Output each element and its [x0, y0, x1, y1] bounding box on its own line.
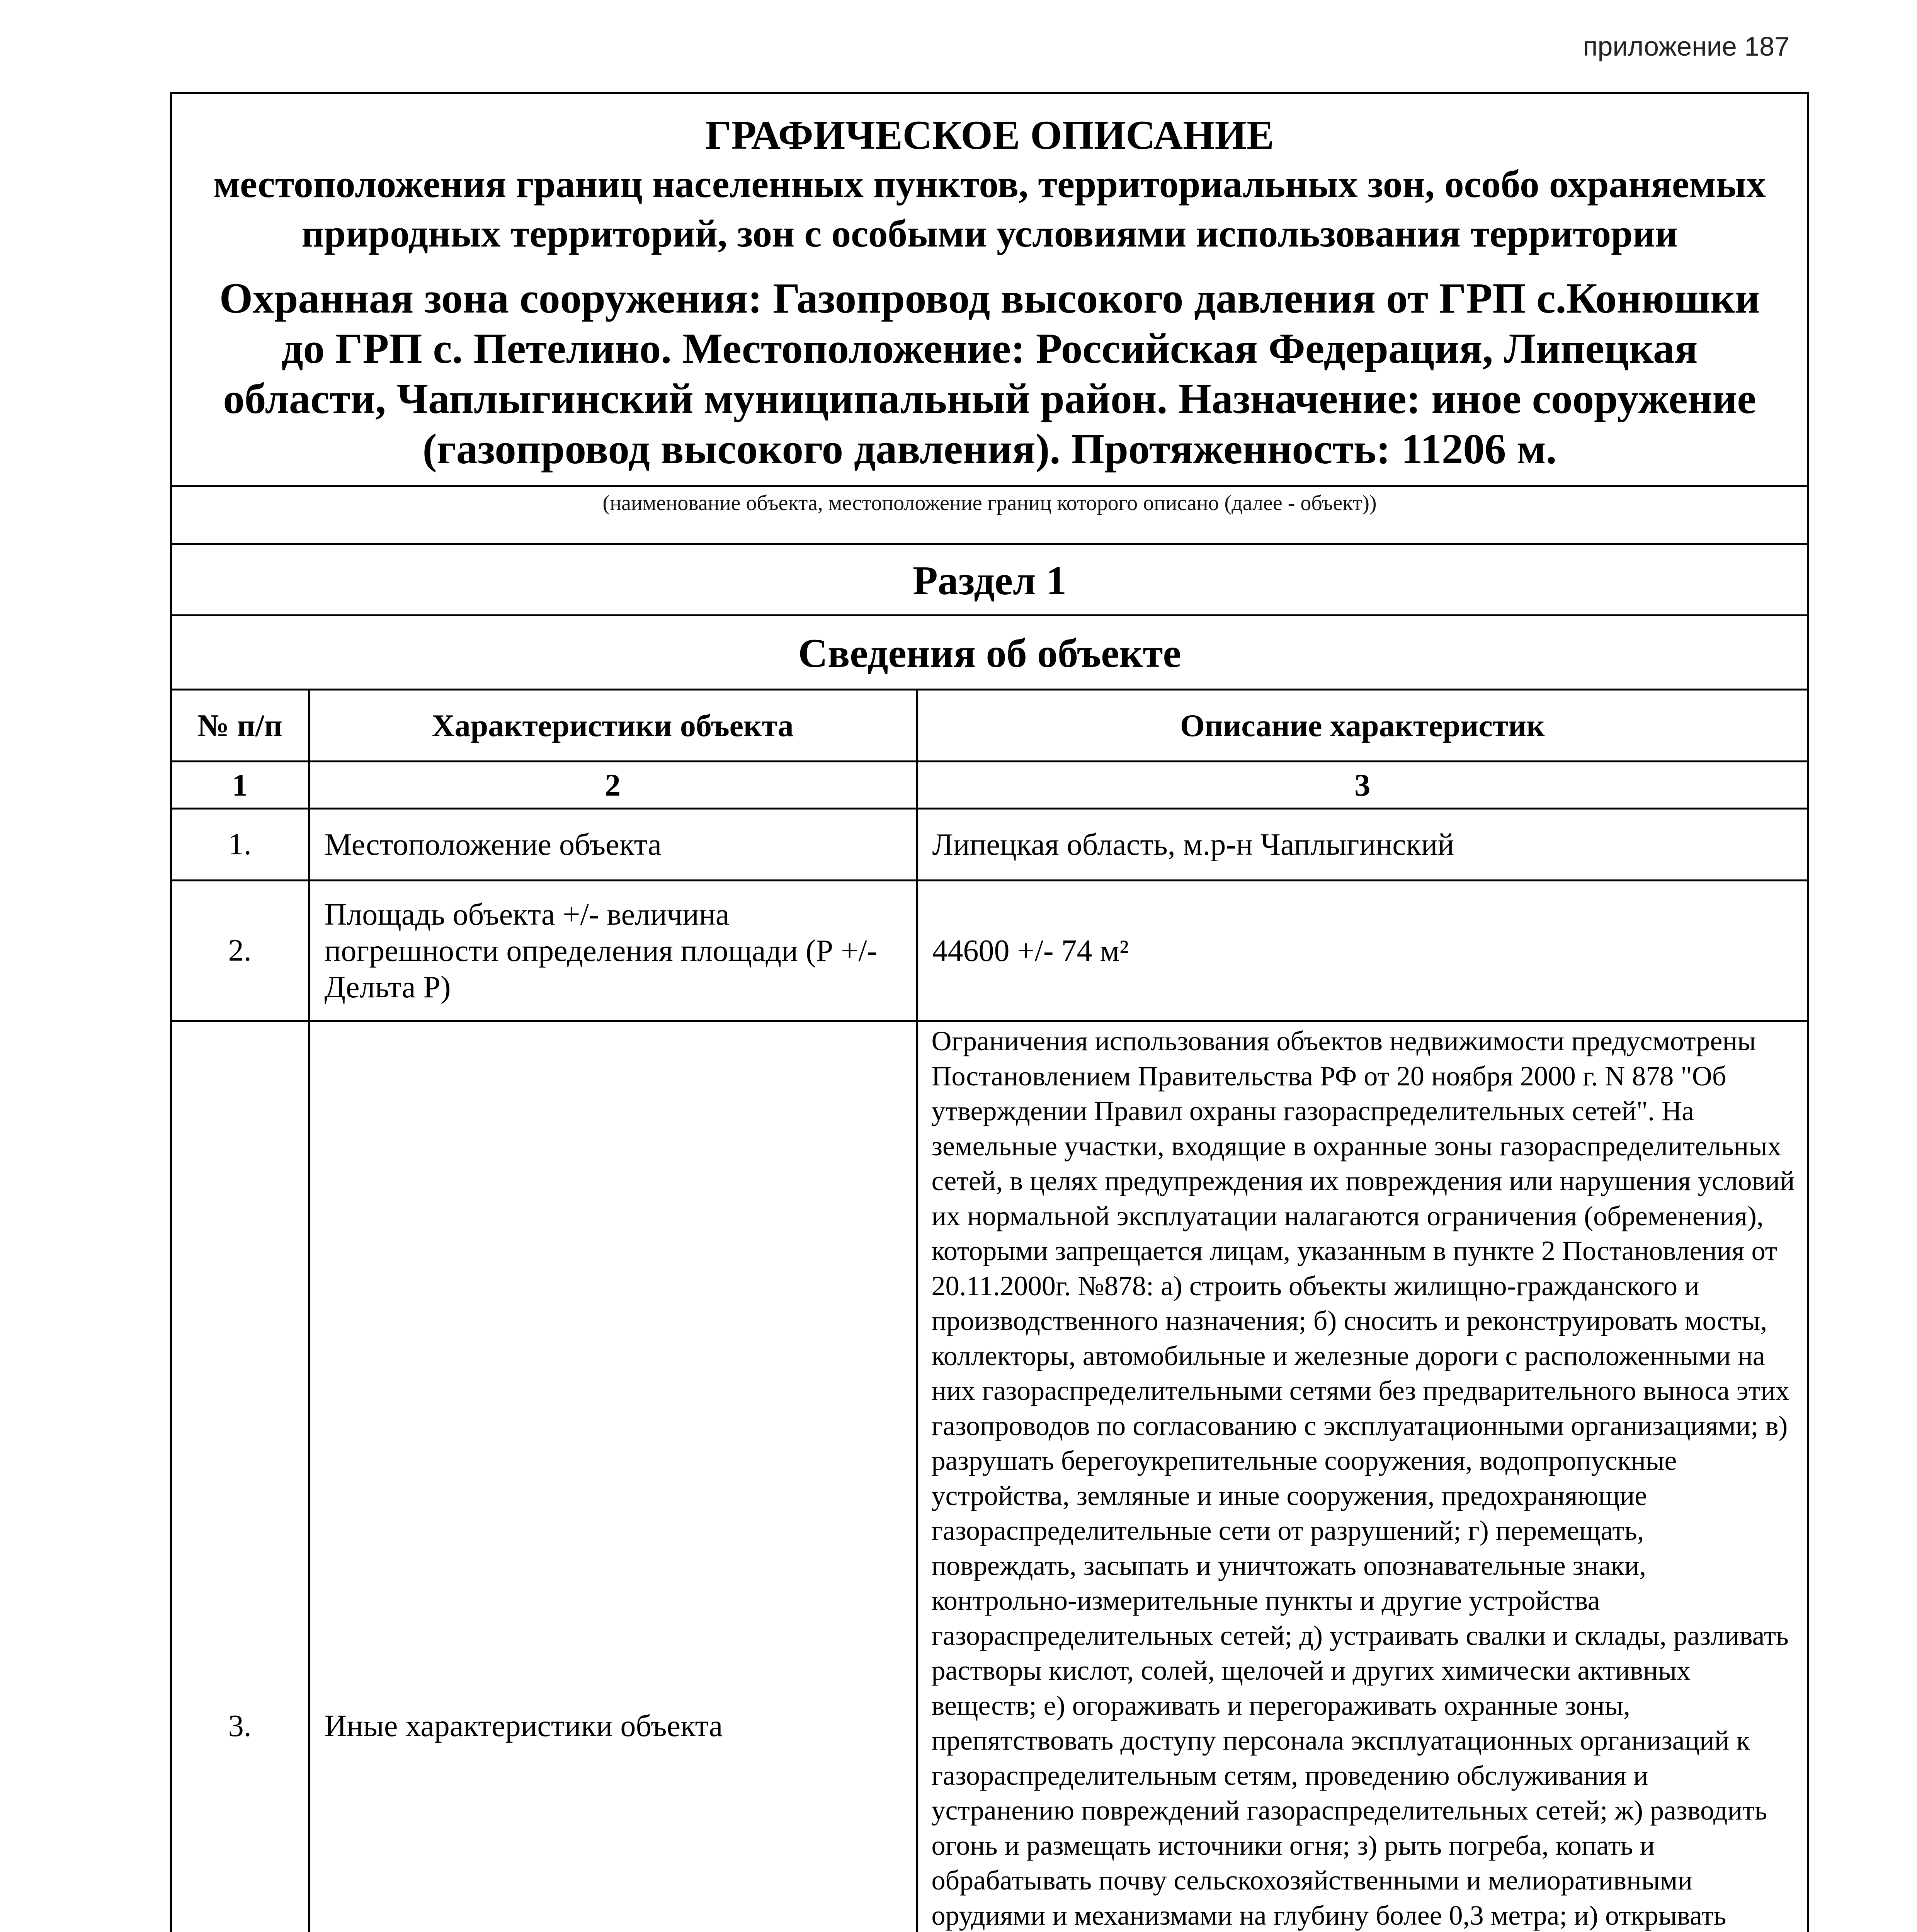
table-row	[172, 809, 1807, 881]
row-description: Липецкая область, м.р-н Чаплыгинский	[917, 809, 1807, 881]
row-number: 1.	[172, 809, 309, 881]
document-frame	[170, 92, 1809, 1932]
table-row	[172, 881, 1807, 1021]
row-description: Ограничения использования объектов недвижимости предусмотрены Постановлением Правительства РФ от 20 ноября 2000 г. N 878 "Об утверждении Правил охраны газораспределительных сетей". На земельные участки, входящие в охранные зоны газораспределительных сетей, в целях предупреждения их повреждения или нарушения условий их нормальной эксплуатации налагаются ограничения (обременения), которыми запрещается лицам, указанным в пункте 2 Постановления от 20.11.2000г. №878: а) строить объекты жилищно-гражданского и производственного назначения; б) сносить и реконструировать мосты, коллекторы, автомобильные и железные дороги с расположенными на них газораспределительными сетями без предварительного выноса этих газопроводов по согласованию с эксплуатационными организациями; в) разрушать берегоукрепительные сооружения, водопропускные устройства, земляные и иные сооружения, предохраняющие газораспределительные сети от разрушений; г) перемещать, повреждать, засыпать и уничтожать опознавательные знаки, контрольно-измерительные пункты и другие устройства газораспределительных сетей; д) устраивать свалки и склады, разливать растворы кислот, солей, щелочей и других химически активных веществ; е) огораживать и перегораживать охранные зоны, препятствовать доступу персонала эксплуатационных организаций к газораспределительным сетям, проведению обслуживания и устранению повреждений газораспределительных сетей; ж) разводить огонь и размещать источники огня; з) рыть погреба, копать и обрабатывать почву сельскохозяйственными и мелиоративными орудиями и механизмами на глубину более 0,3 метра; и) открывать	[917, 1021, 1807, 1932]
column-number-3: 3	[917, 762, 1807, 809]
column-number-1: 1	[172, 762, 309, 809]
object-info-table	[172, 689, 1807, 1932]
row-number: 3.	[172, 1021, 309, 1932]
column-header-number: № п/п	[172, 690, 309, 762]
document-header	[172, 94, 1807, 485]
row-description: 44600 +/- 74 м²	[917, 881, 1807, 1021]
table-header-row	[172, 690, 1807, 762]
document-title: ГРАФИЧЕСКОЕ ОПИСАНИЕ	[705, 112, 1274, 158]
column-header-description: Описание характеристик	[917, 690, 1807, 762]
table-column-numbers-row	[172, 762, 1807, 809]
annex-label: приложение 187	[1583, 31, 1789, 61]
column-header-characteristic: Характеристики объекта	[309, 690, 917, 762]
section-subtitle: Сведения об объекте	[172, 614, 1807, 689]
object-name-caption: (наименование объекта, местоположение границ которого описано (далее - объект))	[172, 485, 1807, 543]
table-row	[172, 1021, 1807, 1932]
object-name: Охранная зона сооружения: Газопровод высокого давления от ГРП с.Конюшки до ГРП с. Петелино. Местоположение: Российская Федерация, Липецкая области, Чаплыгинский муниципальный район. Назначение: иное сооружение (газопровод высокого давления). Протяженность: 11206 м.	[219, 275, 1760, 473]
column-number-2: 2	[309, 762, 917, 809]
document-subtitle: местоположения границ населенных пунктов, территориальных зон, особо охраняемых природных территорий, зон с особыми условиями использования территории	[213, 162, 1766, 255]
row-characteristic: Местоположение объекта	[309, 809, 917, 881]
row-characteristic: Площадь объекта +/- величина погрешности определения площади (Р +/- Дельта Р)	[309, 881, 917, 1021]
row-number: 2.	[172, 881, 309, 1021]
row-characteristic: Иные характеристики объекта	[309, 1021, 917, 1932]
section-title: Раздел 1	[172, 543, 1807, 614]
